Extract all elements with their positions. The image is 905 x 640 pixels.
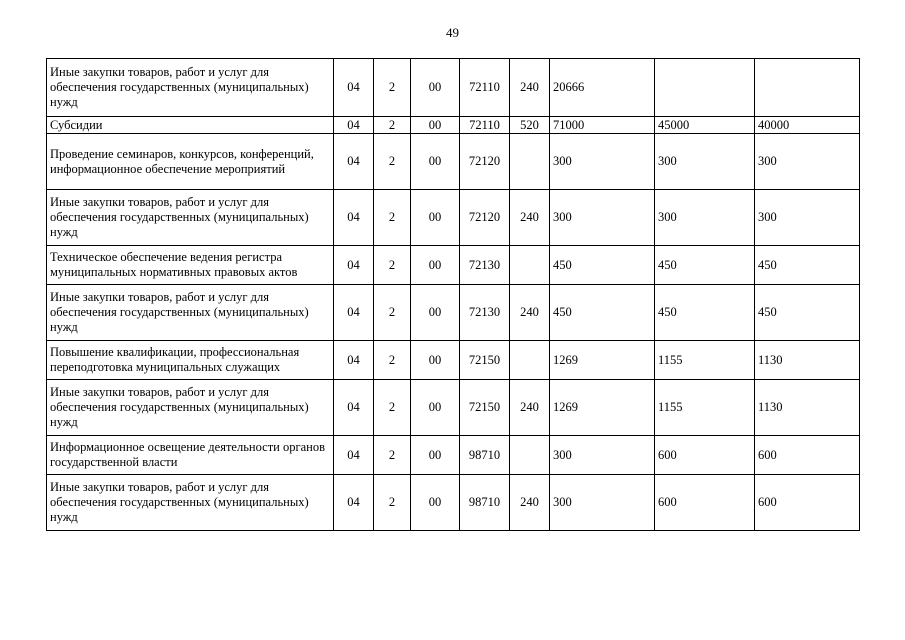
direction-code: 72110 <box>460 117 510 134</box>
amount-year-2: 1155 <box>655 341 755 380</box>
expense-type-code <box>510 436 550 475</box>
amount-year-3: 450 <box>755 246 860 285</box>
table-row <box>47 380 860 436</box>
table-row <box>47 117 860 134</box>
subprogram-code: 00 <box>411 285 460 341</box>
amount-year-1: 300 <box>550 190 655 246</box>
expense-type-code: 240 <box>510 380 550 436</box>
row-name: Проведение семинаров, конкурсов, конференций, информационное обеспечение мероприятий <box>47 134 334 190</box>
expense-type-code: 520 <box>510 117 550 134</box>
section-code: 04 <box>334 134 374 190</box>
section-code: 04 <box>334 285 374 341</box>
amount-year-1: 300 <box>550 134 655 190</box>
section-code: 04 <box>334 436 374 475</box>
amount-year-2: 1155 <box>655 380 755 436</box>
row-name: Иные закупки товаров, работ и услуг для обеспечения государственных (муниципальных) нужд <box>47 285 334 341</box>
program-code: 2 <box>374 134 411 190</box>
table-row <box>47 59 860 117</box>
expense-type-code: 240 <box>510 285 550 341</box>
subprogram-code: 00 <box>411 475 460 531</box>
row-name: Иные закупки товаров, работ и услуг для обеспечения государственных (муниципальных) нужд <box>47 59 334 117</box>
table-row <box>47 436 860 475</box>
table-row <box>47 285 860 341</box>
direction-code: 72130 <box>460 246 510 285</box>
section-code: 04 <box>334 246 374 285</box>
section-code: 04 <box>334 117 374 134</box>
subprogram-code: 00 <box>411 380 460 436</box>
row-name: Информационное освещение деятельности органов государственной власти <box>47 436 334 475</box>
amount-year-2: 600 <box>655 475 755 531</box>
page-number: 49 <box>446 25 459 40</box>
direction-code: 98710 <box>460 475 510 531</box>
expense-type-code <box>510 341 550 380</box>
amount-year-2: 300 <box>655 134 755 190</box>
amount-year-3 <box>755 59 860 117</box>
section-code: 04 <box>334 190 374 246</box>
amount-year-1: 450 <box>550 285 655 341</box>
subprogram-code: 00 <box>411 246 460 285</box>
amount-year-2: 45000 <box>655 117 755 134</box>
subprogram-code: 00 <box>411 59 460 117</box>
amount-year-3: 600 <box>755 436 860 475</box>
section-code: 04 <box>334 59 374 117</box>
direction-code: 72150 <box>460 341 510 380</box>
direction-code: 72120 <box>460 134 510 190</box>
expense-type-code: 240 <box>510 59 550 117</box>
table-row <box>47 134 860 190</box>
row-name: Техническое обеспечение ведения регистра муниципальных нормативных правовых актов <box>47 246 334 285</box>
direction-code: 72130 <box>460 285 510 341</box>
program-code: 2 <box>374 285 411 341</box>
amount-year-3: 600 <box>755 475 860 531</box>
direction-code: 72120 <box>460 190 510 246</box>
amount-year-1: 20666 <box>550 59 655 117</box>
amount-year-2 <box>655 59 755 117</box>
amount-year-2: 300 <box>655 190 755 246</box>
amount-year-1: 71000 <box>550 117 655 134</box>
amount-year-3: 300 <box>755 134 860 190</box>
amount-year-2: 450 <box>655 285 755 341</box>
program-code: 2 <box>374 190 411 246</box>
table-row <box>47 475 860 531</box>
table-row <box>47 190 860 246</box>
section-code: 04 <box>334 341 374 380</box>
subprogram-code: 00 <box>411 190 460 246</box>
direction-code: 98710 <box>460 436 510 475</box>
program-code: 2 <box>374 341 411 380</box>
amount-year-2: 450 <box>655 246 755 285</box>
amount-year-3: 1130 <box>755 380 860 436</box>
expense-type-code <box>510 246 550 285</box>
expense-type-code: 240 <box>510 190 550 246</box>
table-row <box>47 246 860 285</box>
section-code: 04 <box>334 475 374 531</box>
amount-year-1: 1269 <box>550 380 655 436</box>
subprogram-code: 00 <box>411 117 460 134</box>
subprogram-code: 00 <box>411 341 460 380</box>
budget-table <box>46 58 860 531</box>
program-code: 2 <box>374 475 411 531</box>
expense-type-code: 240 <box>510 475 550 531</box>
table-row <box>47 341 860 380</box>
section-code: 04 <box>334 380 374 436</box>
subprogram-code: 00 <box>411 436 460 475</box>
subprogram-code: 00 <box>411 134 460 190</box>
row-name: Повышение квалификации, профессиональная переподготовка муниципальных служащих <box>47 341 334 380</box>
amount-year-1: 300 <box>550 475 655 531</box>
amount-year-1: 1269 <box>550 341 655 380</box>
program-code: 2 <box>374 59 411 117</box>
row-name: Иные закупки товаров, работ и услуг для обеспечения государственных (муниципальных) нужд <box>47 380 334 436</box>
amount-year-3: 300 <box>755 190 860 246</box>
amount-year-1: 300 <box>550 436 655 475</box>
program-code: 2 <box>374 380 411 436</box>
program-code: 2 <box>374 117 411 134</box>
row-name: Субсидии <box>47 117 334 134</box>
program-code: 2 <box>374 246 411 285</box>
direction-code: 72110 <box>460 59 510 117</box>
amount-year-3: 1130 <box>755 341 860 380</box>
row-name: Иные закупки товаров, работ и услуг для обеспечения государственных (муниципальных) нужд <box>47 475 334 531</box>
expense-type-code <box>510 134 550 190</box>
row-name: Иные закупки товаров, работ и услуг для обеспечения государственных (муниципальных) нужд <box>47 190 334 246</box>
direction-code: 72150 <box>460 380 510 436</box>
amount-year-3: 450 <box>755 285 860 341</box>
program-code: 2 <box>374 436 411 475</box>
amount-year-3: 40000 <box>755 117 860 134</box>
amount-year-2: 600 <box>655 436 755 475</box>
amount-year-1: 450 <box>550 246 655 285</box>
